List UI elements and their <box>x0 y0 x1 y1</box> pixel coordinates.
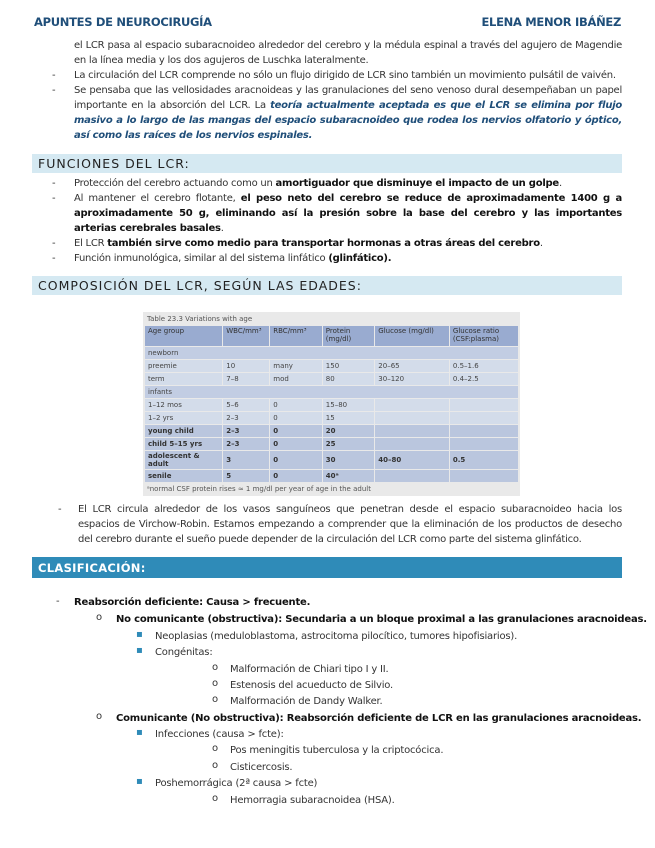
list-item: Malformación de Dandy Walker. <box>230 696 383 707</box>
table-row <box>145 399 518 411</box>
list-item: Reabsorción deficiente: Causa > frecuente. <box>74 597 311 608</box>
intro-item: - Se pensaba que las vellosidades aracnoideas y las granulaciones del seno venoso dural desempeñaban un papel importante en la absorción del LCR. La teoría actualmente aceptada es que el LCR se elimina por flujo masivo a lo largo de las mangas del espacio subaracnoideo que rodea los nervios olfatorio y óptico, así como las raíces de los nervios espinales. <box>52 85 623 141</box>
text: Protección del cerebro actuando como un <box>74 178 276 189</box>
table-cell: senile <box>145 470 222 482</box>
list-item: - Al mantener el cerebro flotante, el peso neto del cerebro se reduce de aproximadamente 1400 g a aproximadamente 50 g, eliminando así la presión sobre la base del cerebro y las importantes arterias cerebrales basales. <box>52 193 623 234</box>
text: El LCR circula alrededor de los vasos sanguíneos que penetran desde el espacio subaracnoideo hacia los espacios de Virchow-Robin. Estamos empezando a comprender que la eliminación de los productos de desecho del cerebro durante el sueño puede depender de la circulación del LCR como parte del sistema glinfático. <box>78 504 622 545</box>
table-cell <box>450 425 518 437</box>
table-row <box>145 373 518 385</box>
list-item: Neoplasias (meduloblastoma, astrocitoma pilocítico, tumores hipofisiarios). <box>155 631 518 642</box>
list-item: - Función inmunológica, similar al del sistema linfático (glinfático). <box>52 253 392 264</box>
bold-text: (glinfático). <box>328 253 392 264</box>
table-row <box>145 425 518 437</box>
table-cell: 80 <box>323 373 375 385</box>
table-row <box>145 451 518 469</box>
table-row <box>145 470 518 482</box>
bold-text: el peso neto del cerebro se reduce de aproximadamente 1400 g a aproximadamente 50 g, eliminando así la presión sobre la base del cerebro y las importantes arterias cerebrales basales <box>74 193 623 234</box>
text: La circulación del LCR comprende no sólo un flujo dirigido de LCR sino también un movimiento pulsátil de vaivén. <box>74 70 616 81</box>
table-cell: child 5–15 yrs <box>145 438 222 450</box>
table-cell: 2–3 <box>223 438 269 450</box>
table-row <box>145 412 518 424</box>
table-cell: 15–80 <box>323 399 375 411</box>
table-cell: 2–3 <box>223 412 269 424</box>
column-header: WBC/mm³ <box>223 326 269 346</box>
table-cell: 1–2 yrs <box>145 412 222 424</box>
table-cell <box>375 412 449 424</box>
table-cell: 0 <box>270 412 322 424</box>
section-composicion-heading: COMPOSICIÓN DEL LCR, SEGÚN LAS EDADES: <box>32 276 622 295</box>
table-cell <box>450 399 518 411</box>
table-cell: 20–65 <box>375 360 449 372</box>
column-header: Glucose (mg/dl) <box>375 326 449 346</box>
table-cell: term <box>145 373 222 385</box>
table-cell: preemie <box>145 360 222 372</box>
table-cell: 1–12 mos <box>145 399 222 411</box>
group-label: newborn <box>145 347 518 359</box>
table-cell: 0 <box>270 438 322 450</box>
table-cell <box>375 438 449 450</box>
table-cell: 30–120 <box>375 373 449 385</box>
table-row <box>145 438 518 450</box>
table-footnote: ᵃnormal CSF protein rises ≈ 1 mg/dl per year of age in the adult <box>147 485 371 493</box>
table-cell: 7–8 <box>223 373 269 385</box>
table-cell <box>375 425 449 437</box>
text: El LCR <box>74 238 108 249</box>
table-cell: 5–6 <box>223 399 269 411</box>
list-item: Malformación de Chiari tipo I y II. <box>230 664 389 675</box>
intro-paragraph: el LCR pasa al espacio subaracnoideo alrededor del cerebro y la médula espinal a través del agujero de Magendie en la línea media y los dos agujeros de Luschka lateralmente. <box>74 40 622 66</box>
list-item: Pos meningitis tuberculosa y la criptocócica. <box>230 745 444 756</box>
table-cell: 0 <box>270 425 322 437</box>
table-row <box>145 360 518 372</box>
header-title: APUNTES DE NEUROCIRUGÍA <box>34 15 212 29</box>
table-cell: 0.4–2.5 <box>450 373 518 385</box>
list-item: Poshemorrágica (2ª causa > fcte) <box>155 778 318 789</box>
group-row <box>145 386 518 398</box>
table-cell: 25 <box>323 438 375 450</box>
group-label: infants <box>145 386 518 398</box>
bold-text: también sirve como medio para transportar hormonas a otras áreas del cerebro <box>107 238 540 249</box>
column-header: Protein (mg/dl) <box>323 326 375 346</box>
list-item: Estenosis del acueducto de Silvio. <box>230 680 394 691</box>
table-cell <box>375 470 449 482</box>
column-header: Age group <box>145 326 222 346</box>
table-cell: many <box>270 360 322 372</box>
csf-age-table <box>143 312 520 496</box>
table-cell: 40–80 <box>375 451 449 469</box>
composition-paragraph: - El LCR circula alrededor de los vasos sanguíneos que penetran desde el espacio subaracnoideo hacia los espacios de Virchow-Robin. Estamos empezando a comprender que la eliminación de los productos de desecho del cerebro durante el sueño puede depender de la circulación del LCR como parte del sistema glinfático. <box>58 504 622 545</box>
list-item: Hemorragia subaracnoidea (HSA). <box>230 795 395 806</box>
table-cell: 3 <box>223 451 269 469</box>
table-cell: mod <box>270 373 322 385</box>
header-author: ELENA MENOR IBÁÑEZ <box>481 15 621 29</box>
emphasis-text: teoría actualmente aceptada es que el LCR se elimina por flujo masivo a lo largo de las mangas del espacio subaracnoideo que rodea los nervios olfatorio y óptico, así como las raíces de los nervios espinales. <box>74 100 623 141</box>
table-cell: 0.5–1.6 <box>450 360 518 372</box>
list-item: Cisticercosis. <box>230 762 293 773</box>
list-item: Infecciones (causa > fcte): <box>155 729 284 740</box>
group-row <box>145 347 518 359</box>
table-cell: 2–3 <box>223 425 269 437</box>
table-cell: 20 <box>323 425 375 437</box>
list-item: Comunicante (No obstructiva): Reabsorción deficiente de LCR en las granulaciones aracnoideas. <box>116 713 642 724</box>
table-cell: 0 <box>270 451 322 469</box>
table-cell: 5 <box>223 470 269 482</box>
table-cell: 15 <box>323 412 375 424</box>
bold-text: amortiguador que disminuye el impacto de un golpe <box>275 178 559 189</box>
table-cell: 10 <box>223 360 269 372</box>
table-header-row <box>145 326 518 346</box>
list-item: - El LCR también sirve como medio para transportar hormonas a otras áreas del cerebro. <box>52 238 543 249</box>
table-cell <box>375 399 449 411</box>
table-cell: 40ᵃ <box>323 470 375 482</box>
column-header: RBC/mm³ <box>270 326 322 346</box>
table-cell: 0 <box>270 399 322 411</box>
table-cell: 30 <box>323 451 375 469</box>
list-item: - Protección del cerebro actuando como un amortiguador que disminuye el impacto de un golpe. <box>52 178 562 189</box>
table-cell: 0 <box>270 470 322 482</box>
column-header: Glucose ratio (CSF:plasma) <box>450 326 518 346</box>
section-funciones-heading: FUNCIONES DEL LCR: <box>32 154 622 173</box>
table-cell <box>450 438 518 450</box>
section-clasificacion-heading: CLASIFICACIÓN: <box>32 557 622 578</box>
intro-item: - La circulación del LCR comprende no sólo un flujo dirigido de LCR sino también un movimiento pulsátil de vaivén. <box>52 70 616 81</box>
list-item: Congénitas: <box>155 647 213 658</box>
text: Función inmunológica, similar al del sistema linfático <box>74 253 329 264</box>
table-cell: adolescent & adult <box>145 451 222 469</box>
table-cell <box>450 470 518 482</box>
table-cell: young child <box>145 425 222 437</box>
table-cell <box>450 412 518 424</box>
table-caption: Table 23.3 Variations with age <box>147 315 253 323</box>
text: Al mantener el cerebro flotante, <box>74 193 241 204</box>
text: Se pensaba que las vellosidades aracnoideas y las granulaciones del seno venoso dural desempeñaban un papel importante en la absorción del LCR. La <box>74 85 622 111</box>
table-cell: 150 <box>323 360 375 372</box>
table-cell: 0.5 <box>450 451 518 469</box>
list-item: No comunicante (obstructiva): Secundaria a un bloque proximal a las granulaciones aracnoideas. <box>116 614 647 625</box>
